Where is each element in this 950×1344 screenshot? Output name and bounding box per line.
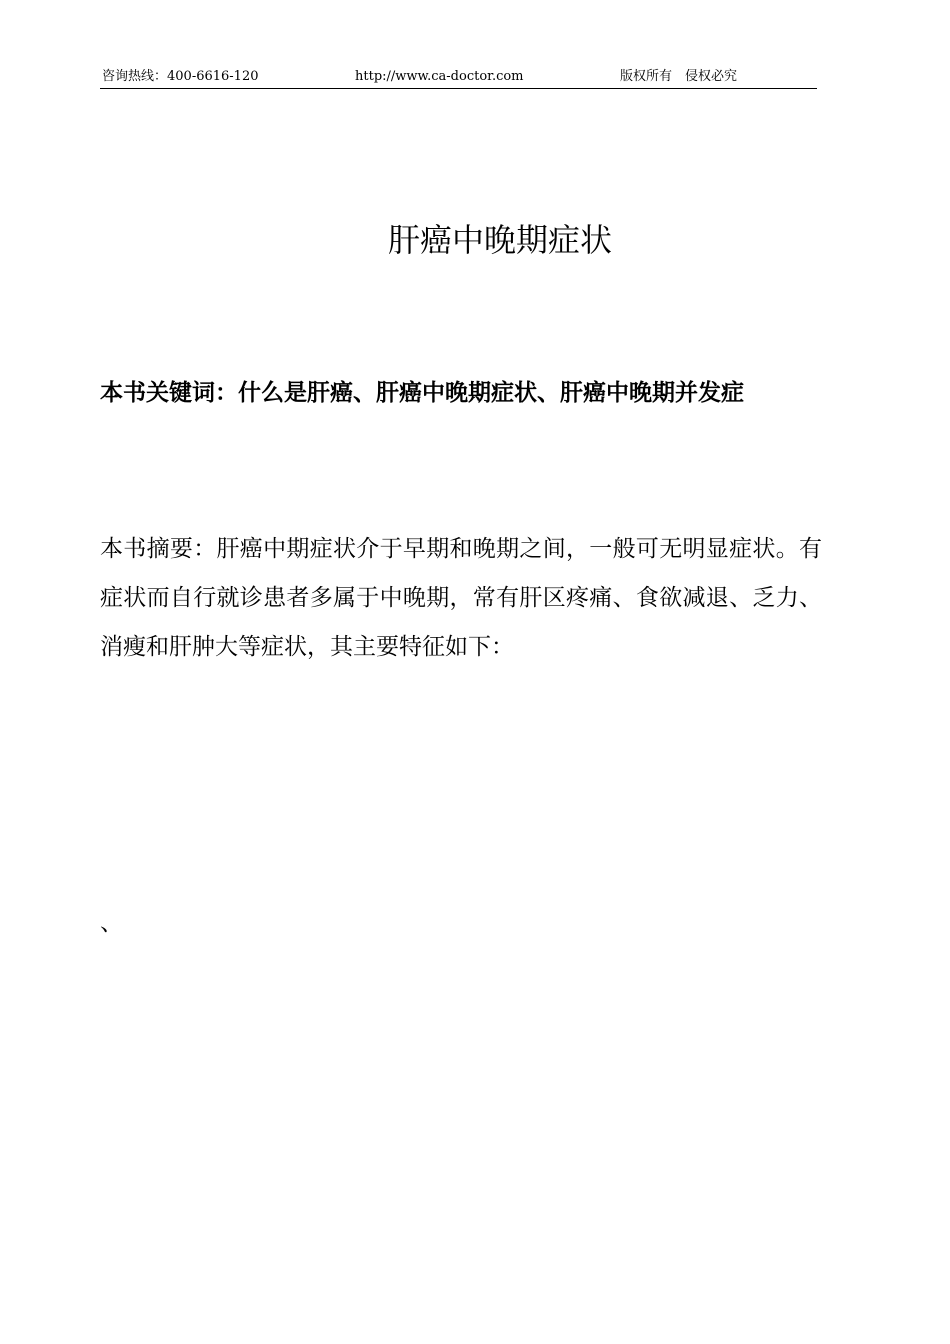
book-summary: 本书摘要：肝癌中期症状介于早期和晚期之间，一般可无明显症状。有症状而自行就诊患者多属于中晚期，常有肝区疼痛、食欲减退、乏力、消瘦和肝肿大等症状，其主要特征如下： [100, 536, 822, 660]
page-header [100, 66, 817, 89]
document-title: 肝癌中晚期症状 [387, 221, 612, 259]
header-hotline: 咨询热线：400-6616-120 [102, 69, 259, 84]
header-copyright: 版权所有 侵权必究 [620, 69, 738, 84]
book-keywords: 本书关键词：什么是肝癌、肝癌中晚期症状、肝癌中晚期并发症 [100, 380, 744, 406]
header-url[interactable]: http://www.ca-doctor.com [355, 69, 524, 84]
trailing-mark: 、 [100, 910, 123, 936]
